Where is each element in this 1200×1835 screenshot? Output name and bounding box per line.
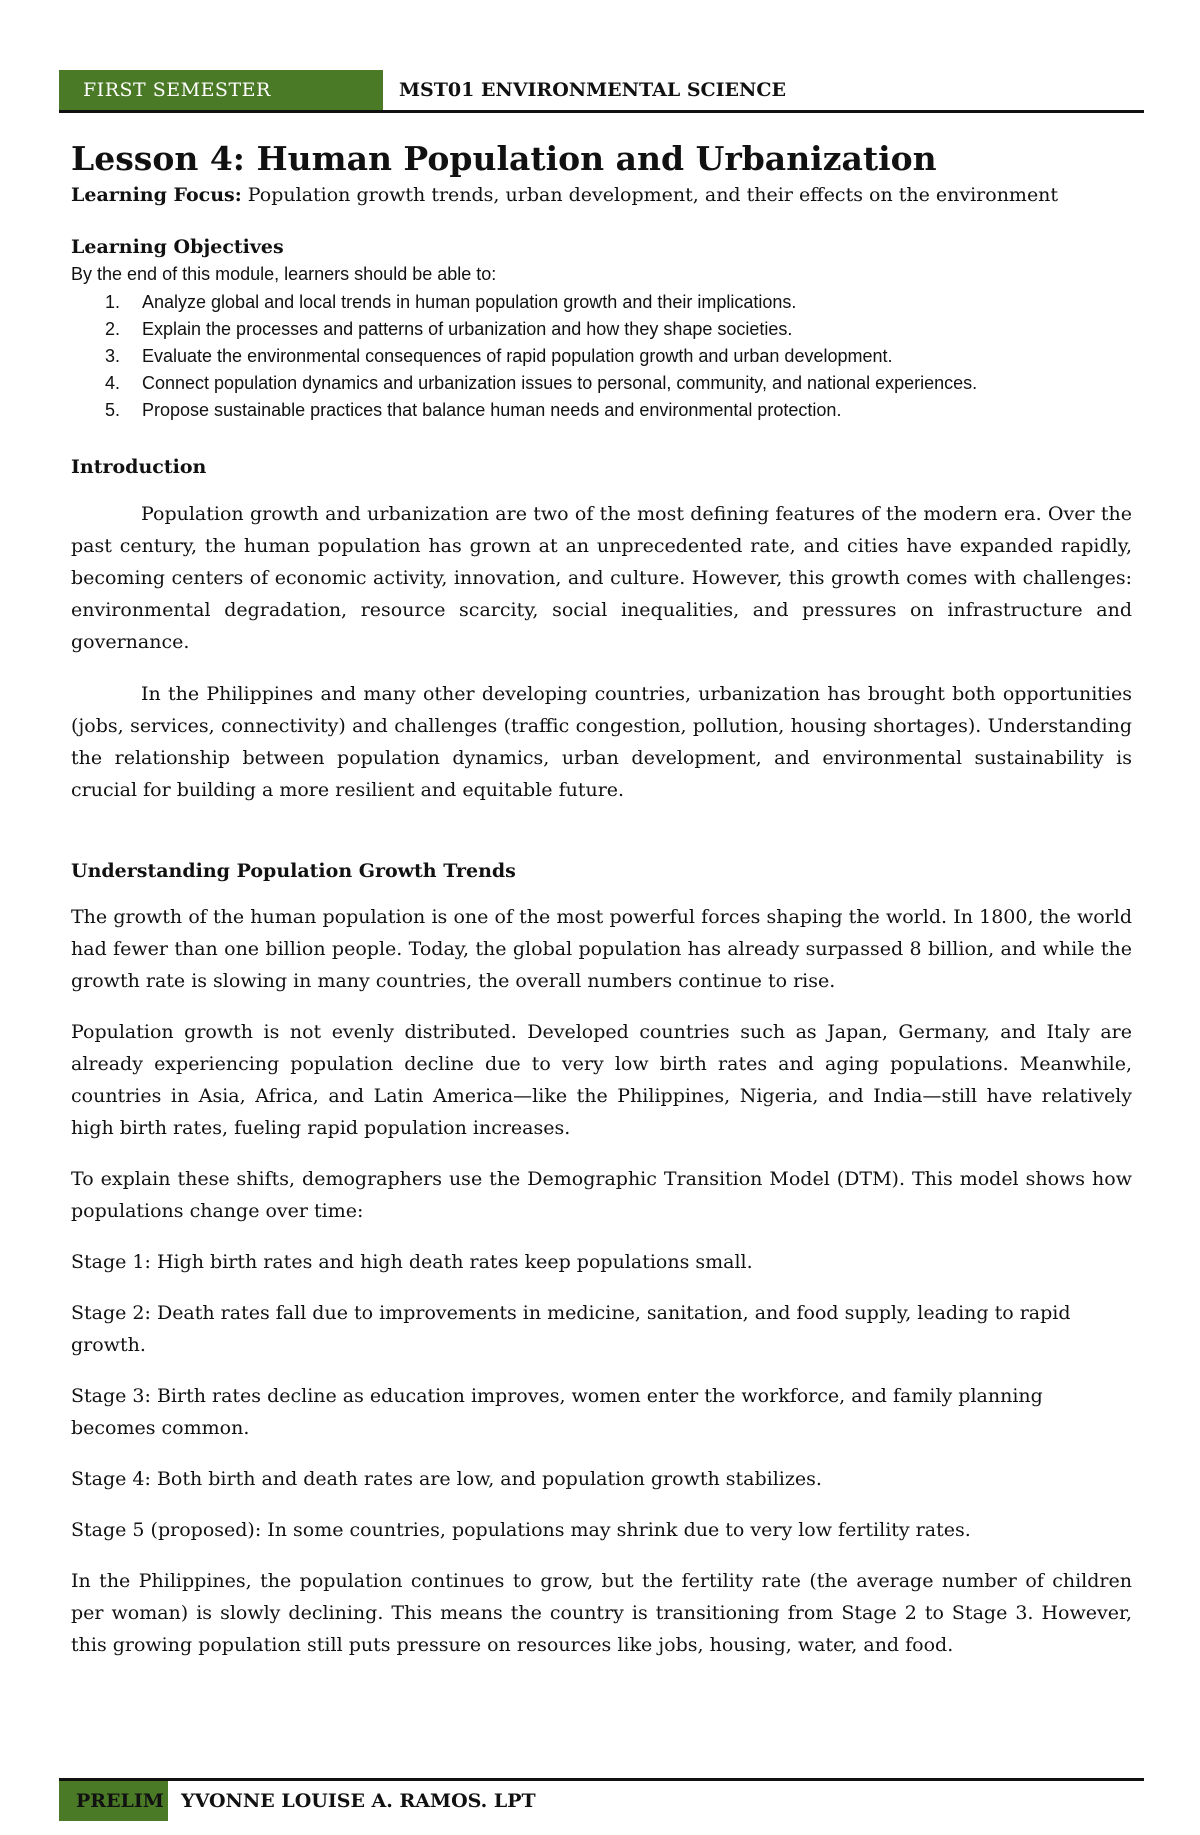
prelim-tag: PRELIM bbox=[59, 1781, 168, 1821]
growth-paragraph-4: In the Philippines, the population continues to grow, but the fertility rate (the average number of children per woman) is slowly declining. This means the country is transitioning from Stage 2 to Stage 3. However, this growing population still puts pressure on resources like jobs, housing, water, and food. bbox=[71, 1570, 1132, 1656]
page-footer bbox=[59, 1778, 1144, 1822]
intro-paragraph-2: In the Philippines and many other developing countries, urbanization has brought both opportunities (jobs, services, connectivity) and challenges (traffic congestion, pollution, housing shortages). Understanding the relationship between population dynamics, urban development, and environmental sustainability is crucial for building a more resilient and equitable future. bbox=[71, 683, 1132, 801]
document-body bbox=[71, 138, 1132, 1661]
focus-text: Population growth trends, urban development, and their effects on the environment bbox=[241, 184, 1059, 206]
introduction-heading: Introduction bbox=[71, 456, 207, 478]
page-header bbox=[59, 70, 1144, 141]
objective-item: 5. Propose sustainable practices that balance human needs and environmental protection. bbox=[105, 400, 842, 420]
objective-item: 2. Explain the processes and patterns of urbanization and how they shape societies. bbox=[105, 319, 793, 339]
growth-paragraph-2: Population growth is not evenly distributed. Developed countries such as Japan, Germany, and Italy are already experiencing population decline due to very low birth rates and aging populations. Meanwhile, countries in Asia, Africa, and Latin America—like the Philippines, Nigeria, and India—still have relatively high birth rates, fueling rapid population increases. bbox=[71, 1021, 1132, 1139]
objective-item: 1. Analyze global and local trends in human population growth and their implications. bbox=[105, 292, 797, 312]
objectives-heading: Learning Objectives bbox=[71, 236, 284, 258]
learning-focus bbox=[71, 182, 1132, 208]
dtm-stage-4: Stage 4: Both birth and death rates are low, and population growth stabilizes. bbox=[71, 1468, 822, 1490]
author-name: YVONNE LOUISE A. RAMOS. LPT bbox=[181, 1790, 536, 1812]
objectives-intro: By the end of this module, learners should be able to: bbox=[71, 264, 497, 284]
objective-item: 4. Connect population dynamics and urbanization issues to personal, community, and national experiences. bbox=[105, 373, 978, 393]
course-title: MST01 ENVIRONMENTAL SCIENCE bbox=[399, 79, 787, 101]
dtm-stage-1: Stage 1: High birth rates and high death rates keep populations small. bbox=[71, 1251, 753, 1273]
focus-label: Learning Focus: bbox=[71, 184, 242, 206]
dtm-stage-3: Stage 3: Birth rates decline as education improves, women enter the workforce, and family planning becomes common. bbox=[71, 1385, 1043, 1439]
intro-paragraph-1: Population growth and urbanization are two of the most defining features of the modern era. Over the past century, the human population has grown at an unprecedented rate, and cities have expanded rapidly, becoming centers of economic activity, innovation, and culture. However, this growth comes with challenges: environmental degradation, resource scarcity, social inequalities, and pressures on infrastructure and governance. bbox=[71, 503, 1132, 653]
semester-tag: FIRST SEMESTER (PRELIMS) bbox=[59, 70, 383, 110]
growth-heading: Understanding Population Growth Trends bbox=[71, 860, 516, 882]
growth-paragraph-1: The growth of the human population is one of the most powerful forces shaping the world. In 1800, the world had fewer than one billion people. Today, the global population has already surpassed 8 billion, and while the growth rate is slowing in many countries, the overall numbers continue to rise. bbox=[71, 906, 1132, 992]
dtm-stage-5: Stage 5 (proposed): In some countries, populations may shrink due to very low fertility rates. bbox=[71, 1519, 971, 1541]
dtm-stage-2: Stage 2: Death rates fall due to improvements in medicine, sanitation, and food supply, leading to rapid growth. bbox=[71, 1302, 1071, 1356]
growth-paragraph-3: To explain these shifts, demographers use the Demographic Transition Model (DTM). This model shows how populations change over time: bbox=[71, 1168, 1132, 1222]
lesson-title: Lesson 4: Human Population and Urbanization bbox=[71, 139, 937, 178]
objectives-list bbox=[71, 289, 1132, 424]
objective-item: 3. Evaluate the environmental consequences of rapid population growth and urban development. bbox=[105, 346, 893, 366]
header-rule bbox=[59, 110, 1144, 113]
